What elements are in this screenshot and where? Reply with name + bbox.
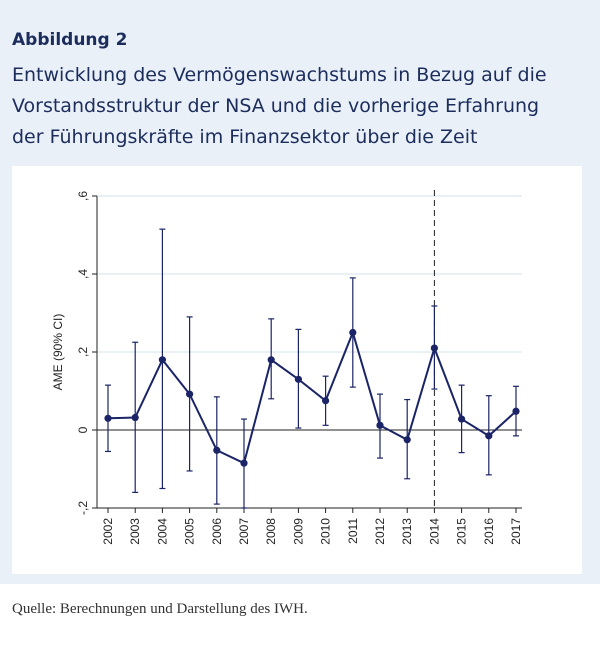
- x-tick-label: 2014: [427, 518, 442, 545]
- figure-title-line: Vorstandsstruktur der NSA und die vorherige Erfahrung: [12, 95, 540, 117]
- x-tick-label: 2004: [155, 518, 170, 545]
- data-point: [349, 329, 356, 336]
- x-tick-label: 2006: [209, 518, 224, 545]
- x-tick-label: 2011: [345, 518, 360, 544]
- figure-title-line: Entwicklung des Vermögenswachstums in Bezug auf die: [12, 64, 547, 86]
- ame-chart: [12, 166, 582, 574]
- x-tick-label: 2017: [509, 518, 523, 545]
- y-tick-label: ,6: [76, 190, 90, 202]
- data-point: [132, 414, 139, 421]
- data-point: [458, 415, 465, 422]
- source-note: Quelle: Berechnungen und Darstellung des IWH.: [12, 601, 308, 617]
- x-tick-label: 2010: [318, 518, 333, 545]
- x-tick-label: 2008: [264, 518, 279, 545]
- x-tick-label: 2013: [400, 518, 415, 545]
- x-tick-label: 2002: [101, 518, 115, 545]
- figure-label: Abbildung 2: [12, 30, 128, 50]
- y-axis-title: AME (90% CI): [51, 313, 65, 391]
- x-tick-label: 2005: [182, 518, 197, 545]
- data-point: [104, 415, 111, 422]
- x-tick-label: 2012: [373, 518, 387, 545]
- data-point: [431, 345, 438, 352]
- data-point: [376, 422, 383, 429]
- y-tick-label: ,4: [76, 268, 90, 280]
- data-point: [295, 376, 302, 383]
- x-tick-label: 2015: [454, 518, 469, 545]
- data-point: [404, 436, 411, 443]
- x-tick-label: 2003: [128, 518, 143, 545]
- data-point: [268, 356, 275, 363]
- data-point: [213, 447, 220, 454]
- y-tick-label: -,2: [76, 500, 90, 516]
- figure-title: [12, 60, 592, 153]
- data-point: [186, 391, 193, 398]
- data-point: [159, 356, 166, 363]
- x-tick-label: 2009: [291, 518, 306, 545]
- data-point: [512, 408, 519, 415]
- x-tick-label: 2016: [481, 518, 496, 545]
- y-tick-label: ,2: [76, 346, 90, 358]
- data-point: [322, 397, 329, 404]
- data-point: [240, 460, 247, 467]
- data-point: [485, 432, 492, 439]
- plot-area: [12, 166, 582, 574]
- y-tick-label: 0: [76, 426, 90, 434]
- figure-title-line: der Führungskräfte im Finanzsektor über die Zeit: [12, 126, 478, 148]
- x-tick-label: 2007: [237, 518, 251, 545]
